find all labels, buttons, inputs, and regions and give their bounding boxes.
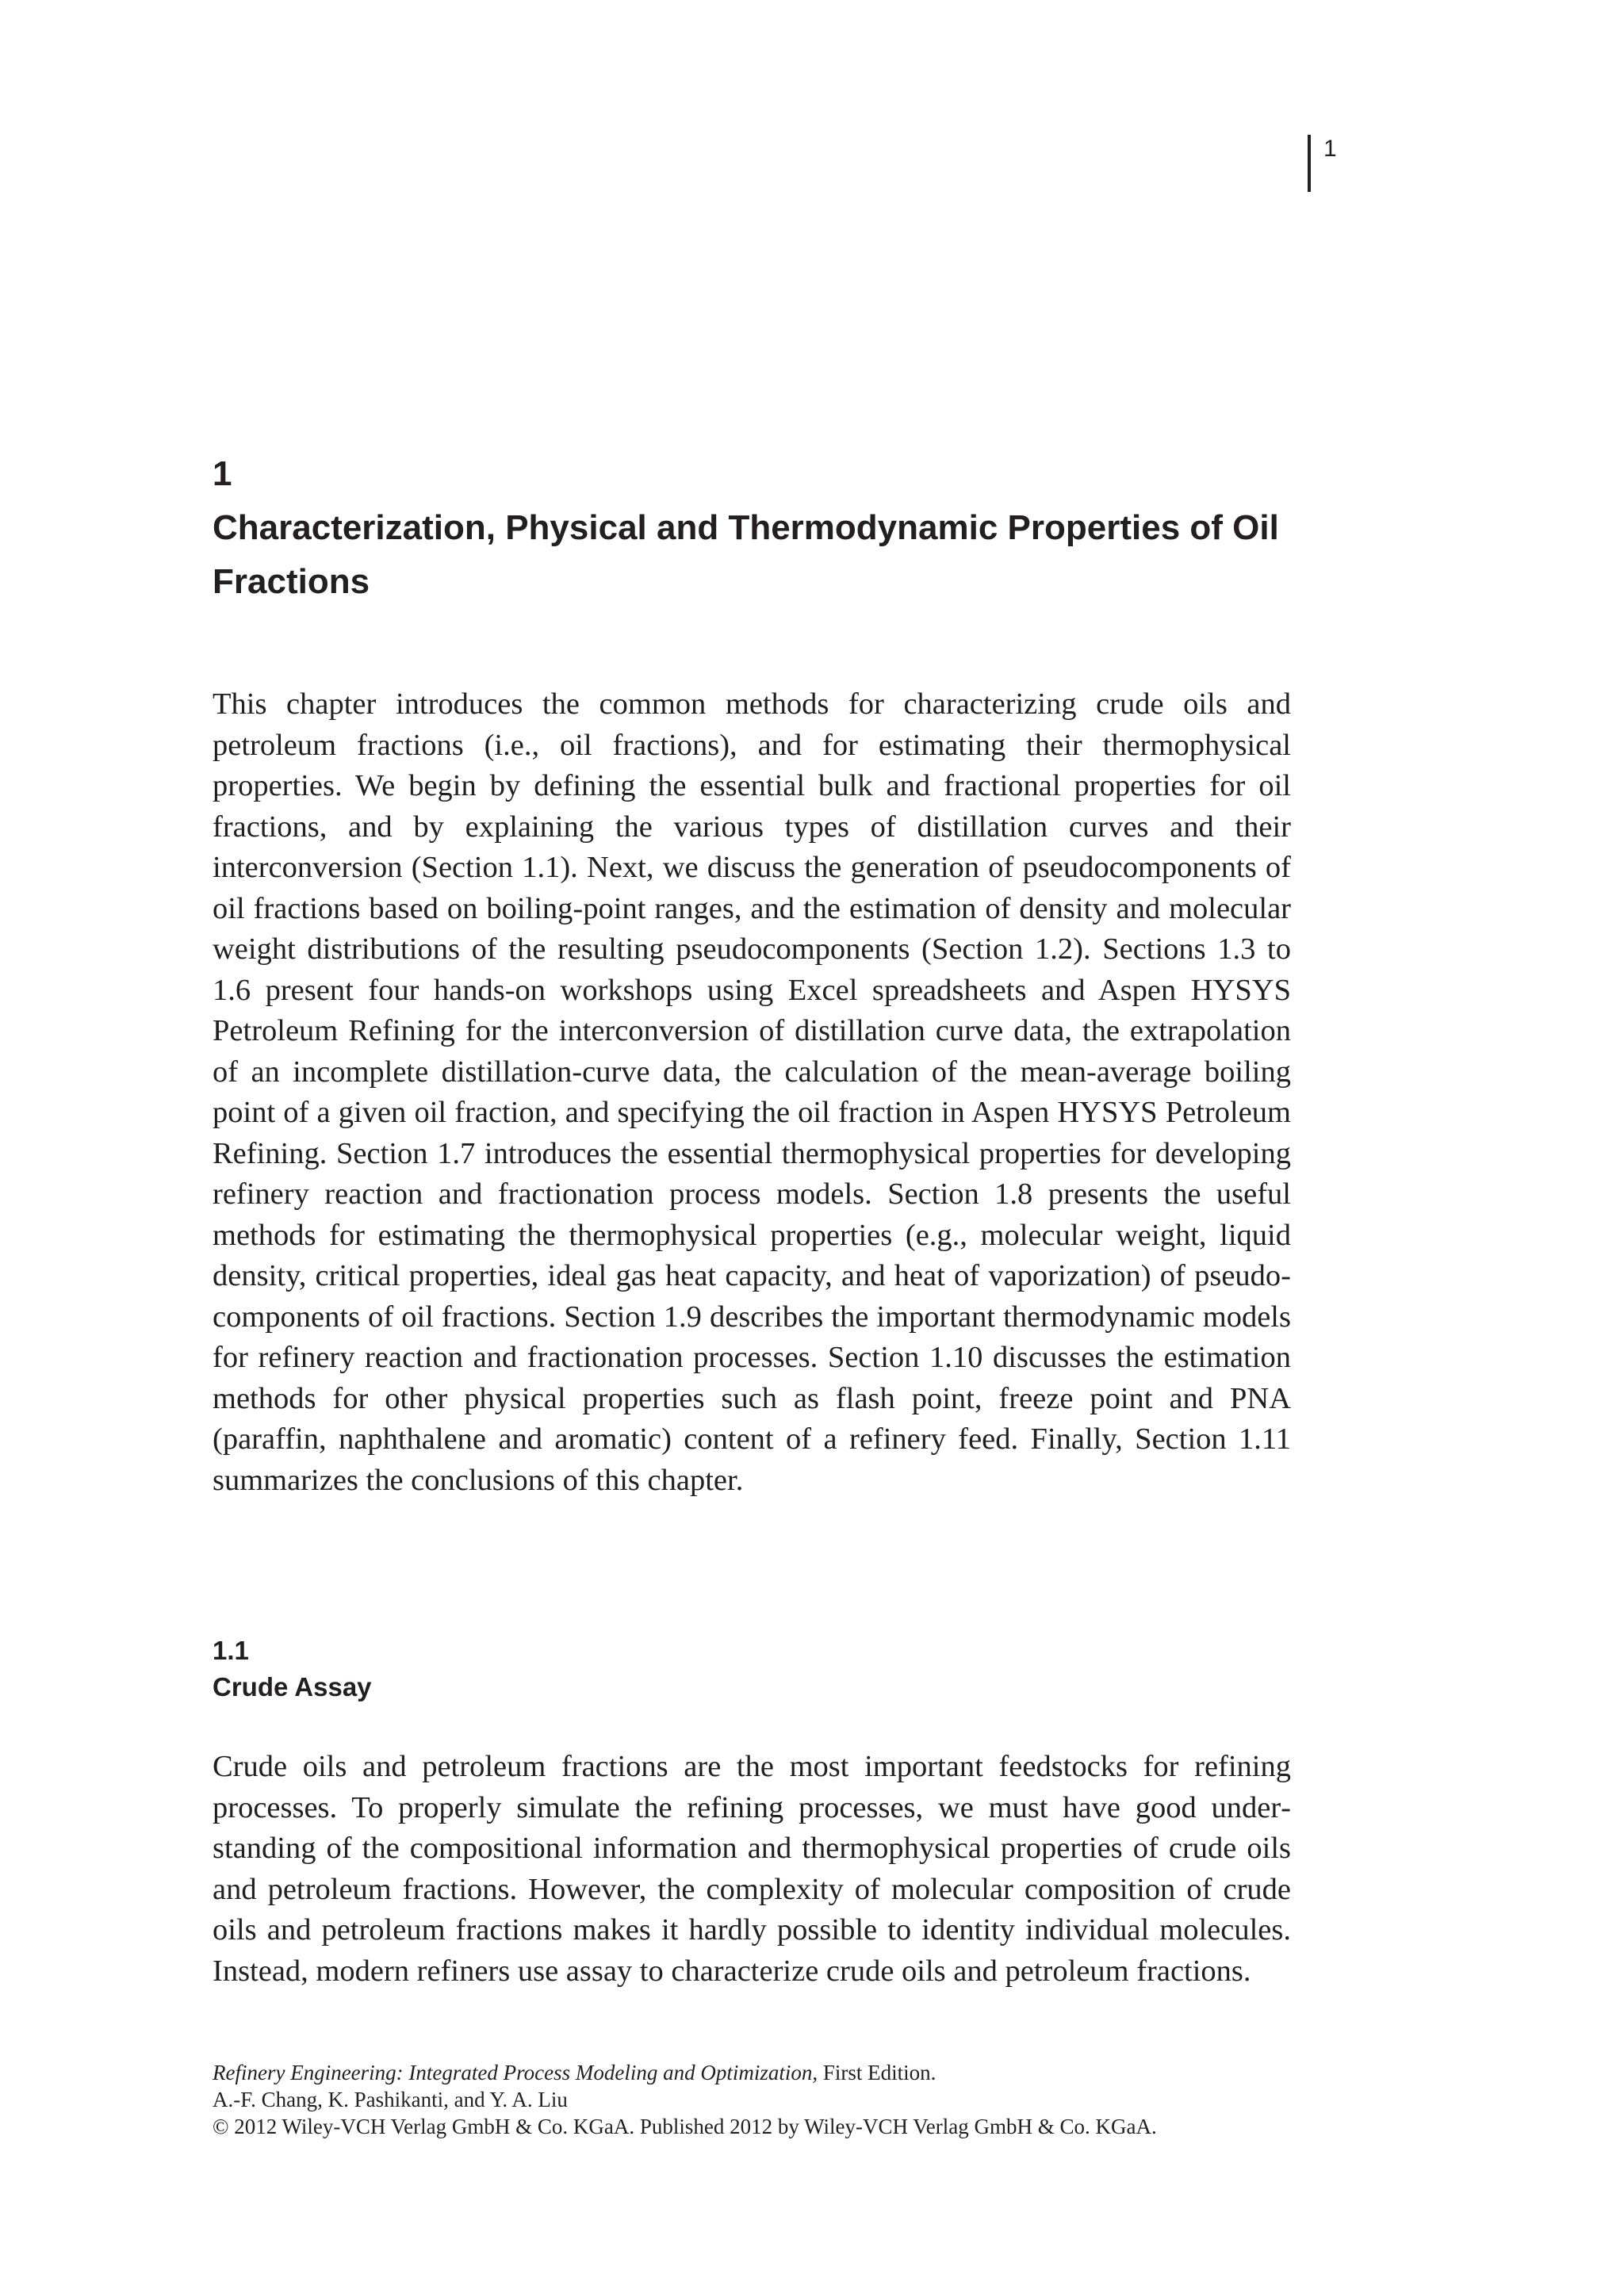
copyright-notice: © 2012 Wiley-VCH Verlag GmbH & Co. KGaA. Published 2012 by Wiley-VCH Verlag GmbH & Co. KGaA. xyxy=(213,2115,1157,2138)
section-paragraph: Crude oils and petroleum fractions are the most important feedstocks for refining processes. To properly simulate the refining processes, we must have good understanding of the compositional information and thermophysical properties of crude oils and petroleum fractions. However, the complexity of molecular composition of crude oils and petroleum fractions makes it hardly possible to identity individual molecules. Instead, modern refiners use assay to characterize crude oils and petroleum fractions. xyxy=(213,1750,1291,1988)
footer xyxy=(213,2059,1323,2140)
intro-paragraph: This chapter introduces the common methods for characterizing crude oils and petroleum fractions (i.e., oil fractions), and for estimating their thermophysical properties. We begin by defining the essential bulk and fractional properties for oil fractions, and by explaining the various types of distillation curves and their interconversion (Section 1.1). Next, we discuss the generation of pseudocomponents of oil fractions based on boiling-point ranges, and the estimation of density and molecular weight distributions of the resulting pseudocomponents (Section 1.2). Sections 1.3 to 1.6 present four hands-on workshops using Excel spreadsheets and Aspen HYSYS Petroleum Refining for the interconversion of distillation curve data, the extrapolation of an incomplete distillation-curve data, the calculation of the mean-average boiling point of a given oil fraction, and specifying the oil fraction in Aspen HYSYS Petroleum Refining. Section 1.7 introduces the essential thermophysical properties for developing refinery reaction and fractionation process models. Section 1.8 presents the useful methods for estimating the thermophysical properties (e.g., molecular weight, liquid density, critical properties, ideal gas heat capacity, and heat of vaporization) of pseudocomponents of oil fractions. Section 1.9 describes the important thermodynamic models for refinery reaction and fractionation processes. Section 1.10 discusses the estimation methods for other physical properties such as flash point, freeze point and PNA (paraffin, naphthalene and aromatic) content of a refinery feed. Finally, Section 1.11 summarizes the conclusions of this chapter. xyxy=(213,687,1291,1497)
book-edition: First Edition. xyxy=(822,2061,936,2084)
footer-citation xyxy=(213,2059,1323,2086)
chapter-number: 1 xyxy=(213,454,232,493)
page-number-rule xyxy=(1308,135,1311,192)
book-authors: A.-F. Chang, K. Pashikanti, and Y. A. Liu xyxy=(213,2088,568,2111)
section-number: 1.1 xyxy=(213,1636,249,1665)
page-number: 1 xyxy=(1323,136,1337,162)
book-title: Refinery Engineering: Integrated Process Modeling and Optimization, xyxy=(213,2061,818,2084)
chapter-title: Characterization, Physical and Thermodynamic Properties of Oil Fractions xyxy=(213,508,1279,601)
section-title: Crude Assay xyxy=(213,1672,372,1702)
